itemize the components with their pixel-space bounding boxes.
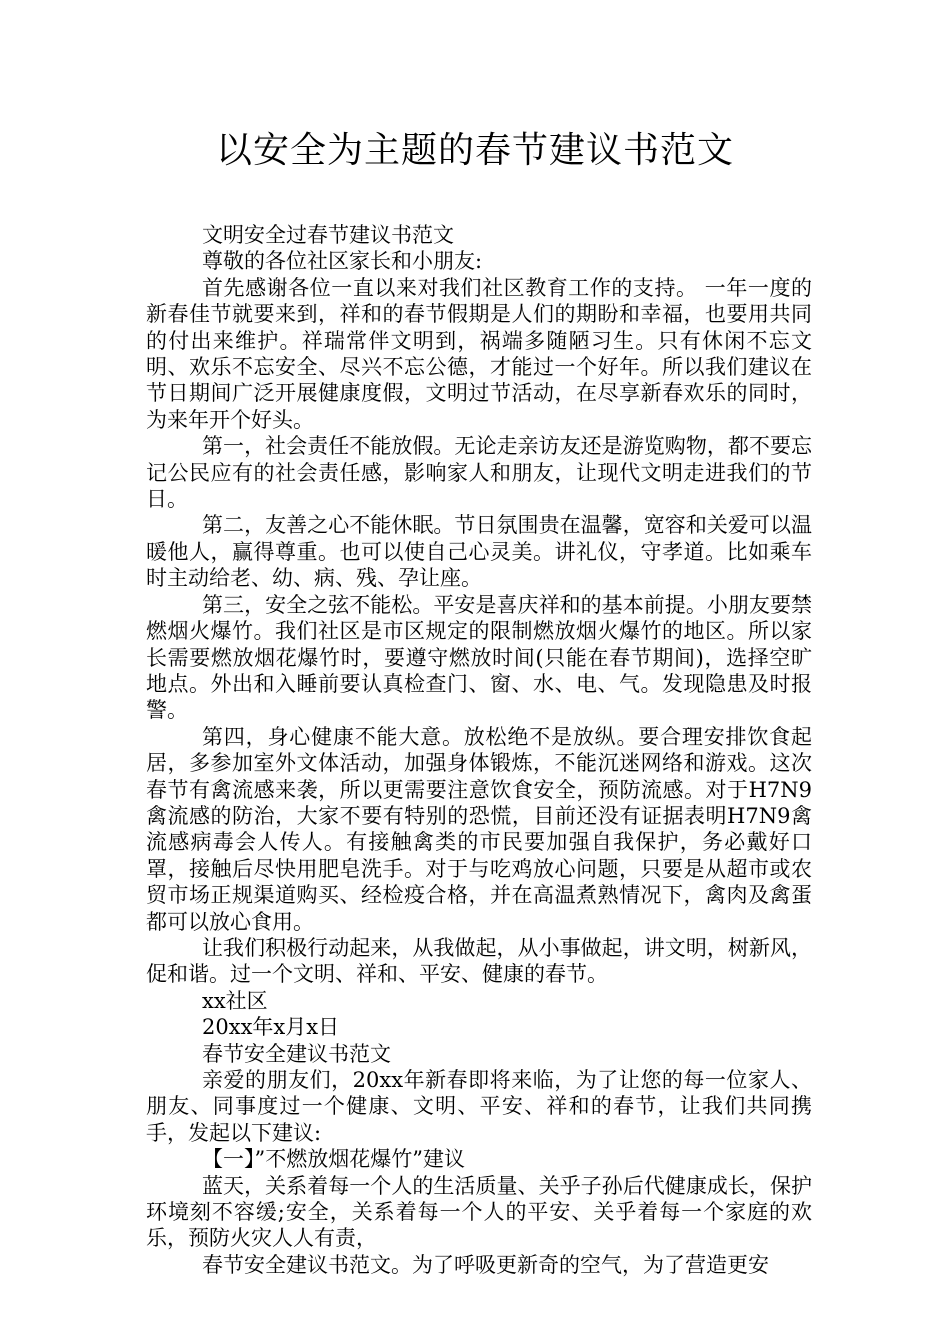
paragraph-third: 第三，安全之弦不能松。平安是喜庆祥和的基本前提。小朋友要禁燃烟火爆竹。我们社区是市区规定的限制燃放烟火爆竹的地区。所以家长需要燃放烟花爆竹时，要遵守燃放时间(只能在春节期间)，选择空旷地点。外出和入睡前要认真检查门、窗、水、电、气。发现隐患及时报警。 <box>146 592 812 723</box>
subtitle-spring-safety: 春节安全建议书范文 <box>202 1041 391 1066</box>
subtitle-civilized-safe: 文明安全过春节建议书范文 <box>202 223 454 247</box>
paragraph-first: 第一，社会责任不能放假。无论走亲访友还是游览购物，都不要忘记公民应有的社会责任感，影响家人和朋友，让现代文明走进我们的节日。 <box>146 434 812 512</box>
paragraph-blue-sky: 蓝天，关系着每一个人的生活质量、关乎子孙后代健康成长，保护环境刻不容缓;安全，关系着每一个人的平安、关乎着每一个家庭的欢乐，预防火灾人人有责， <box>146 1173 812 1251</box>
paragraph-fourth: 第四，身心健康不能大意。放松绝不是放纵。要合理安排饮食起居，多参加室外文体活动，加强身体锻炼，不能沉迷网络和游戏。这次春节有禽流感来袭，所以更需要注意饮食安全，预防流感。对于H7N9禽流感的防治，大家不要有特别的恐慌，目前还没有证据表明H7N9禽流感病毒会人传人。有接触禽类的市民要加强自我保护，务必戴好口罩，接触后尽快用肥皂洗手。对于与吃鸡放心问题，只要是从超市或农贸市场正规渠道购买、经检疫合格，并在高温煮熟情况下，禽肉及禽蛋都可以放心食用。 <box>146 724 812 934</box>
paragraph-dear-friends: 亲爱的朋友们，20xx年新春即将来临，为了让您的每一位家人、朋友、同事度过一个健康、文明、平安、祥和的春节，让我们共同携手，发起以下建议: <box>146 1068 812 1145</box>
document-body <box>146 222 812 1278</box>
paragraph-intro: 首先感谢各位一直以来对我们社区教育工作的支持。 一年一度的新春佳节就要来到，祥和的春节假期是人们的期盼和幸福，也要用共同的付出来维护。祥瑞常伴文明到，祸端多随陋习生。只有休闲不忘文明、欢乐不忘安全、尽兴不忘公德，才能过一个好年。所以我们建议在节日期间广泛开展健康度假，文明过节活动，在尽享新春欢乐的同时，为来年开个好头。 <box>146 275 812 432</box>
signature-date: 20xx年x月x日 <box>202 1015 340 1040</box>
paragraph-call-to-action: 让我们积极行动起来，从我做起，从小事做起，讲文明，树新风，促和谐。过一个文明、祥和、平安、健康的春节。 <box>146 935 812 987</box>
paragraph-fresh-air: 春节安全建议书范文。为了呼吸更新奇的空气，为了营造更安 <box>202 1252 769 1277</box>
document-title: 以安全为主题的春节建议书范文 <box>215 130 734 171</box>
salutation: 尊敬的各位社区家长和小朋友: <box>202 249 483 274</box>
signature-community: xx社区 <box>202 988 268 1013</box>
paragraph-second: 第二，友善之心不能休眠。节日氛围贵在温馨，宽容和关爱可以温暖他人，赢得尊重。也可以使自己心灵美。讲礼仪，守孝道。比如乘车时主动给老、幼、病、残、孕让座。 <box>146 513 812 591</box>
section-heading-no-fireworks: 【一】”不燃放烟花爆竹”建议 <box>202 1147 465 1172</box>
